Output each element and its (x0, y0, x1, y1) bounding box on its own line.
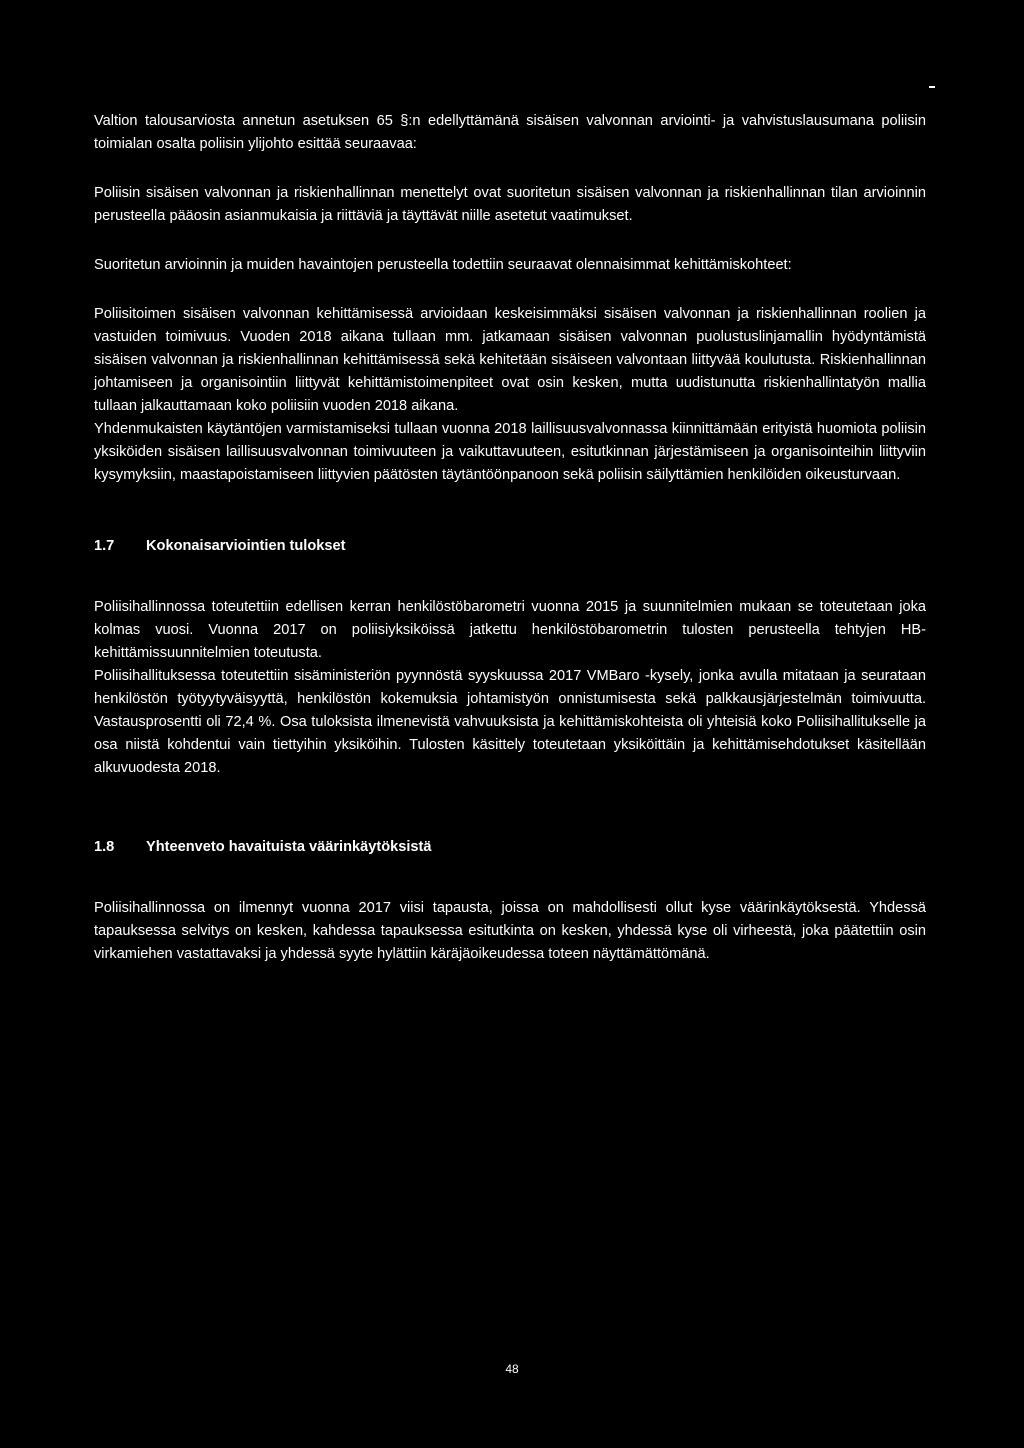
section-heading-1-7 (94, 535, 926, 558)
section-title: Kokonaisarviointien tulokset (146, 538, 346, 554)
section-number: 1.7 (94, 538, 115, 554)
section-1-7-paragraph-2: Poliisihallituksessa toteutettiin sisäministeriön pyynnöstä syyskuussa 2017 VMBaro -kysely, jonka avulla mitataan ja seurataan henkilöstön työtyytyväisyyttä, henkilöstön kokemuksia johtamistyön onnistumisesta sekä palkkausjärjestelmän toimivuutta. Vastausprosentti oli 72,4 %. Osa tuloksista ilmenevistä vahvuuksista ja kehittämiskohteista oli yhteisiä koko Poliisihallitukselle ja osa niistä kohdentui vain tiettyihin yksiköihin. Tulosten käsittely toteutetaan yksiköittäin ja kehittämisehdotukset käsitellään alkuvuodesta 2018. (94, 668, 926, 776)
section-title: Yhteenveto havaituista väärinkäytöksistä (146, 839, 432, 855)
section-number: 1.8 (94, 839, 115, 855)
findings-intro: Suoritetun arvioinnin ja muiden havaintojen perusteella todettiin seuraavat olennaisimmat kehittämiskohteet: (94, 257, 792, 273)
document-page (94, 110, 926, 966)
section-heading-1-8 (94, 836, 926, 859)
findings-paragraph-1: Poliisitoimen sisäisen valvonnan kehittämisessä arvioidaan keskeisimmäksi sisäisen valvonnan ja riskienhallinnan roolien ja vastuiden toimivuus. Vuoden 2018 aikana tullaan mm. jatkamaan sisäisen valvonnan puolustuslinjamallin hyödyntämistä sisäisen valvonnan ja riskienhallinnan kehittämisessä sekä kehitetään sisäiseen valvontaan liittyvää koulutusta. Riskienhallinnan johtamiseen ja organisointiin liittyvät kehittämistoimenpiteet ovat osin kesken, mutta uudistunutta riskienhallintatyön mallia tullaan jalkauttamaan koko poliisiin vuoden 2018 aikana. (94, 306, 926, 414)
statement-paragraph: Poliisin sisäisen valvonnan ja riskienhallinnan menettelyt ovat suoritetun sisäisen valvonnan ja riskienhallinnan tilan arvioinnin perusteella pääosin asianmukaisia ja riittäviä ja täyttävät niille asetetut vaatimukset. (94, 185, 926, 224)
page-number: 48 (505, 1362, 519, 1376)
findings-paragraph-2: Yhdenmukaisten käytäntöjen varmistamiseksi tullaan vuonna 2018 laillisuusvalvonnassa kiinnittämään erityistä huomiota poliisin yksiköiden sisäisen laillisuusvalvonnan toimivuuteen ja vaikuttavuuteen, esitutkinnan järjestämiseen ja organisointeihin liittyviin kysymyksiin, maastapoistamiseen liittyvien päätösten täytäntöönpanoon sekä poliisin säilyttämien henkilöiden oikeusturvaan. (94, 421, 926, 483)
section-1-8-paragraph-1: Poliisihallinnossa on ilmennyt vuonna 2017 viisi tapausta, joissa on mahdollisesti ollut kyse väärinkäytöksestä. Yhdessä tapauksessa selvitys on kesken, kahdessa tapauksessa esitutkinta on kesken, yhdessä kyse oli virheestä, joka päätettiin osin virkamiehen vastattavaksi ja yhdessä syyte hylättiin käräjäoikeudessa toteen näyttämättömänä. (94, 900, 926, 962)
intro-paragraph: Valtion talousarviosta annetun asetuksen 65 §:n edellyttämänä sisäisen valvonnan arviointi- ja vahvistuslausumana poliisin toimialan osalta poliisin ylijohto esittää seuraavaa: (94, 113, 926, 152)
scan-artifact (929, 86, 935, 88)
section-1-7-paragraph-1: Poliisihallinnossa toteutettiin edellisen kerran henkilöstöbarometri vuonna 2015 ja suunnitelmien mukaan se toteutetaan joka kolmas vuosi. Vuonna 2017 on poliisiyksiköissä jatkettu henkilöstöbarometrin tulosten perusteella tehtyjen HB-kehittämissuunnitelmien toteutusta. (94, 599, 926, 661)
